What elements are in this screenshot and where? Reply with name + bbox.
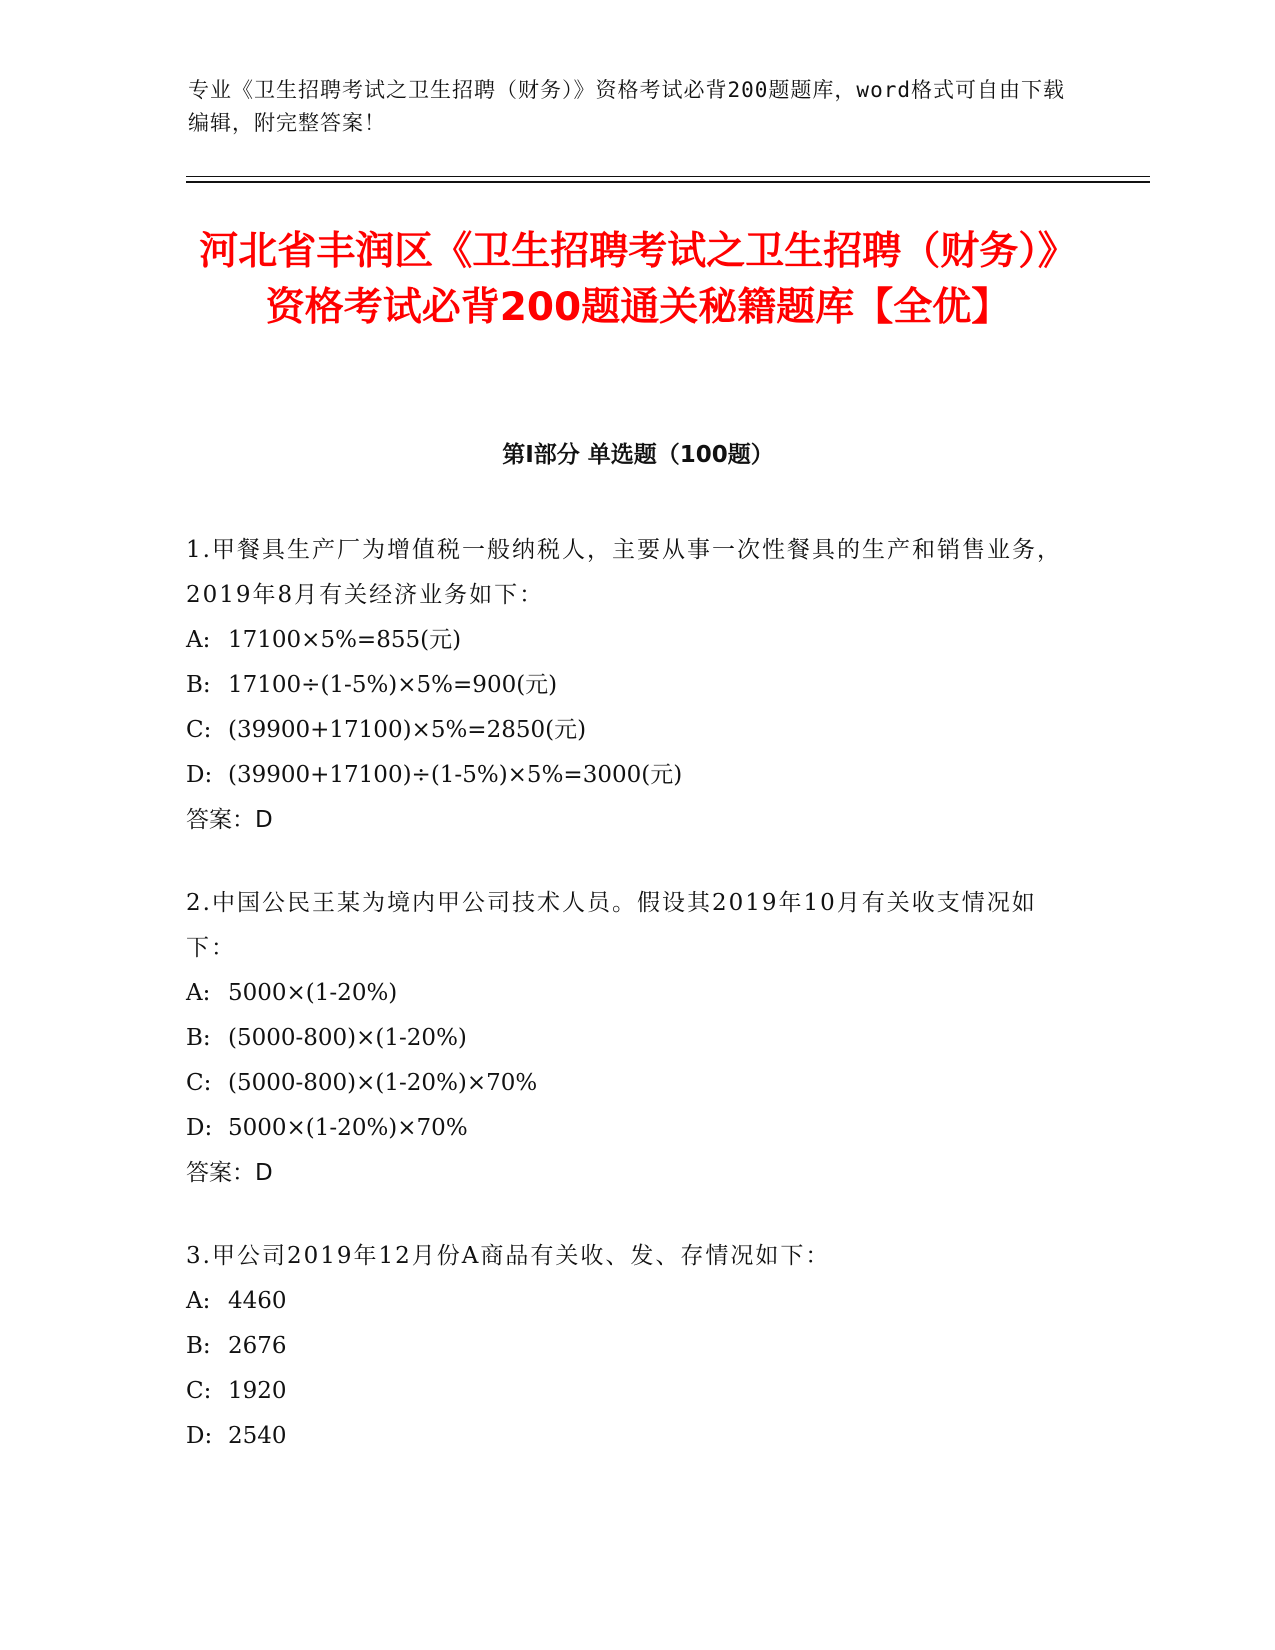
option-label: D: (186, 1115, 213, 1141)
option-d (186, 1106, 1066, 1151)
question-text: 2.中国公民王某为境内甲公司技术人员。假设其2019年10月有关收支情况如下： (186, 890, 1037, 961)
option-text: (5000-800)×(1-20%) (228, 1025, 467, 1051)
option-label: B: (186, 672, 211, 698)
option-b (186, 1016, 1066, 1061)
option-label: C: (186, 717, 212, 743)
option-text: 17100×5%=855(元) (228, 627, 462, 653)
option-c (186, 708, 1066, 753)
option-d (186, 753, 1066, 798)
option-label: C: (186, 1070, 212, 1096)
option-text: 2676 (228, 1333, 287, 1359)
option-text: 1920 (228, 1378, 287, 1404)
option-label: A: (186, 627, 211, 653)
document-title: 河北省丰润区《卫生招聘考试之卫生招聘（财务）》资格考试必背200题通关秘籍题库【全优】 (199, 229, 1077, 330)
option-text: (5000-800)×(1-20%)×70% (228, 1070, 538, 1096)
option-label: A: (186, 1288, 211, 1314)
question-1 (186, 528, 1066, 843)
question-list (186, 528, 1066, 1497)
option-text: 4460 (228, 1288, 287, 1314)
option-c (186, 1061, 1066, 1106)
option-text: 5000×(1-20%)×70% (228, 1115, 468, 1141)
header-rule-thin (186, 176, 1150, 177)
option-a (186, 618, 1066, 663)
option-d (186, 1414, 1066, 1459)
option-b (186, 663, 1066, 708)
question-2 (186, 881, 1066, 1196)
option-a (186, 1279, 1066, 1324)
option-b (186, 1324, 1066, 1369)
question-text: 1.甲餐具生产厂为增值税一般纳税人，主要从事一次性餐具的生产和销售业务，2019年8月有关经济业务如下： (186, 537, 1062, 608)
header-rule-thick (186, 181, 1150, 183)
option-label: B: (186, 1333, 211, 1359)
answer: 答案：D (186, 807, 273, 833)
question-3 (186, 1234, 1066, 1459)
option-text: 5000×(1-20%) (228, 980, 398, 1006)
option-label: B: (186, 1025, 211, 1051)
option-a (186, 971, 1066, 1016)
question-text: 3.甲公司2019年12月份A商品有关收、发、存情况如下： (186, 1243, 831, 1269)
option-text: (39900+17100)×5%=2850(元) (228, 717, 587, 743)
option-label: C: (186, 1378, 212, 1404)
section-heading: 第Ⅰ部分 单选题（100题） (502, 442, 774, 468)
answer: 答案：D (186, 1160, 273, 1186)
option-label: D: (186, 762, 213, 788)
option-text: 17100÷(1-5%)×5%=900(元) (228, 672, 558, 698)
option-c (186, 1369, 1066, 1414)
header-note: 专业《卫生招聘考试之卫生招聘（财务）》资格考试必背200题题库，word格式可自由下载编辑，附完整答案！ (188, 78, 1065, 135)
option-label: D: (186, 1423, 213, 1449)
option-text: (39900+17100)÷(1-5%)×5%=3000(元) (228, 762, 683, 788)
option-label: A: (186, 980, 211, 1006)
option-text: 2540 (228, 1423, 287, 1449)
